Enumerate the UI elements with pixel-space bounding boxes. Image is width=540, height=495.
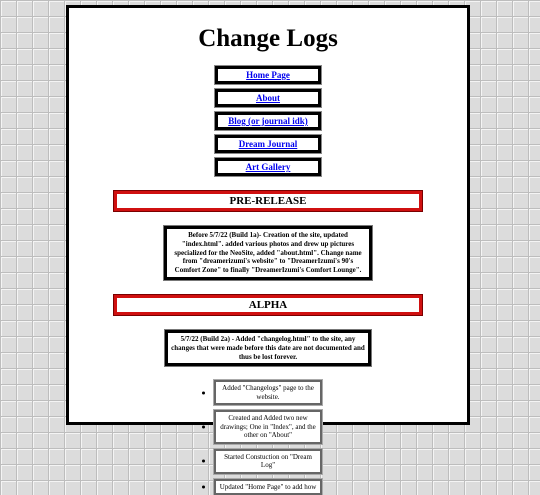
list-item (214, 410, 322, 444)
bullet-icon (202, 460, 205, 463)
alpha-log-entry: 5/7/22 (Build 2a) - Added "changelog.html" to the site, any changes that were made before this date are not documented and thus be lost forever. (165, 330, 371, 366)
list-item-text: Updated "Home Page" to add how (214, 479, 322, 495)
bullet-icon (202, 486, 205, 489)
alpha-changes-list (69, 380, 467, 495)
nav-link-dream-journal[interactable]: Dream Journal (215, 135, 321, 153)
list-item (214, 479, 322, 495)
nav-link-art-gallery[interactable]: Art Gallery (215, 158, 321, 176)
list-item (214, 380, 322, 405)
list-item (214, 449, 322, 474)
list-item-text: Started Constuction on "Dream Log" (214, 449, 322, 474)
list-item-text: Created and Added two new drawings; One in "Index", and the other on "About" (214, 410, 322, 444)
nav-link-blog[interactable]: Blog (or journal idk) (215, 112, 321, 130)
bullet-icon (202, 426, 205, 429)
prerelease-log-entry: Before 5/7/22 (Build 1a)- Creation of the site, updated "index.html". added various photos and drew up pictures specialized for the NeoSite, added "about.html". Change name from "dreamerizumi's website" to "DreamerIzumi's 90's Comfort Zone" to finally "DreamerIzumi's Comfort Lounge". (164, 226, 372, 280)
section-heading-prerelease: PRE-RELEASE (114, 191, 422, 211)
bullet-icon (202, 391, 205, 394)
main-panel (66, 5, 470, 491)
page-title: Change Logs (198, 25, 338, 52)
section-heading-alpha: ALPHA (114, 295, 422, 315)
nav-link-home[interactable]: Home Page (215, 66, 321, 84)
list-item-text: Added "Changelogs" page to the website. (214, 380, 322, 405)
nav-link-about[interactable]: About (215, 89, 321, 107)
nav-menu (69, 66, 467, 176)
